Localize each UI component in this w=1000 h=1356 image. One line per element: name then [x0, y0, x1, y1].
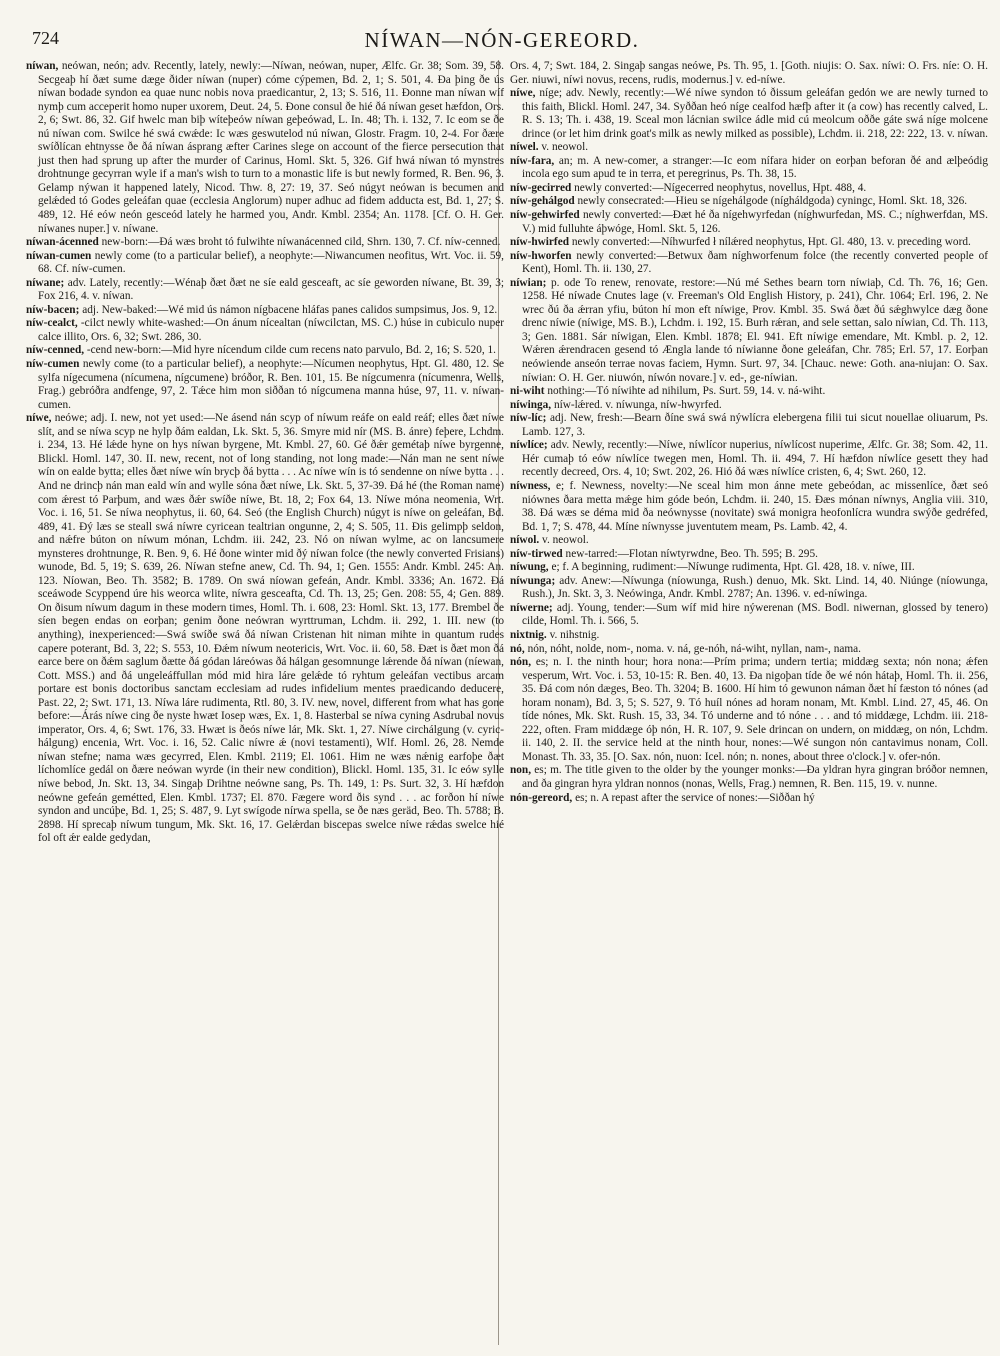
- entry-headword: níw-cealct,: [26, 317, 78, 330]
- entry-headword: níwan-ácenned: [26, 236, 99, 249]
- dictionary-entry: [26, 277, 504, 304]
- entry-headword: níwe,: [510, 87, 536, 100]
- dictionary-entry: [26, 250, 504, 277]
- entry-headword: níwlíce;: [510, 439, 548, 452]
- entry-headword: níwe,: [26, 412, 52, 425]
- entry-headword: níw-gecirred: [510, 181, 572, 194]
- entry-headword: níwian;: [510, 276, 547, 289]
- entry-text: v. neowol.: [542, 534, 589, 547]
- right-column: [510, 60, 988, 805]
- entry-headword: níw-fara,: [510, 154, 555, 167]
- entry-text: v. neowol.: [541, 141, 589, 154]
- dictionary-entry: [510, 195, 988, 209]
- entry-text: -cend new-born:—Mid hyre nícendum cilde cum recens nato parvulo, Bd. 2, 16; S. 520, 1.: [86, 344, 496, 357]
- entry-headword: non,: [510, 764, 532, 777]
- dictionary-entry: [510, 60, 988, 87]
- entry-text: Ors. 4, 7; Swt. 184, 2. Singaþ sangas neówe, Ps. Th. 95, 1. [Goth. niujis: O. Sax. níwi: O. Frs. níe: O. H. Ger. niuwi, níwi novus, recens, rudis, modernus.] v. ed-níwe.: [510, 60, 988, 86]
- dictionary-entry: [510, 629, 988, 643]
- dictionary-entry: [510, 643, 988, 657]
- entry-text: adv. Anew:—Níwunga (níowunga, Rush.) denuo, Mk. Skt. Lind. 14, 40. Niúnge (níowunga, Rush.), Jn. Skt. 3, 3. Neówinga, Andr. Kmbl. 2787; An. 1396. v. ed-níwinga.: [522, 574, 988, 601]
- entry-headword: níw-gehálgod: [510, 195, 575, 208]
- entry-headword: níw-líc;: [510, 412, 547, 425]
- dictionary-entry: [510, 561, 988, 575]
- entry-headword: níwung,: [510, 561, 549, 574]
- entry-text: e; f. A beginning, rudiment:—Níwunge rudimenta, Hpt. Gl. 428, 18. v. níwe, III.: [551, 561, 915, 574]
- entry-headword: níwness,: [510, 479, 551, 492]
- dictionary-entry: [510, 792, 988, 806]
- entry-text: es; m. The title given to the older by the younger monks:—Ða yldran hyra gingran bróðor nemnen, and ða gingran hyra yldran nonnos (nonas, Wells, Frag.) nemnen, R. Ben. 115, 19. v. nunne.: [522, 764, 988, 790]
- dictionary-entry: [26, 358, 504, 412]
- entry-headword: níwol.: [510, 534, 540, 547]
- entry-text: neówe; adj. I. new, not yet used:—Ne ásend nán scyp of níwum reáfe on eald reáf; elles ðæt níwe slít, and se níwa scyp ne hylp ðám ealdan, Lk. Skt. 5, 36. Smyre mid nír (MS. B. ánre) feþere, Lchdm. i. 234, 13. Hé lǽde hyne on hys níwan byrgene, Mt. Kmbl. 27, 60. Gé ðǽr gemétaþ níwe byrgenne, Blickl. Homl. 147, 30. II. new, recent, not of long standing, not long made:—Nán man ne sent níwe wín on ealde bytta; elles ðæt níwe wín brycþ ðá bytta . . . Ac níwe wín is tó sendenne on níwe bytta . . . And ne drincþ nán man eald wín and wylle sóna ðæt níwe, Lk. Skt. 5, 37-39. Ðá hé (the Roman name) com ǽrest tó Parþum, and wæs ðǽr swíðe níwe, Bt. 18, 2; Fox 64, 13. Níwe móna neomenia, Wrt. Voc. i. 16, 51. Se níwa neophytus, ii. 60, 64. Seó (the English Church) núgyt is níwe on geleáfan, Bd. 489, 41. Ðý læs se steall swá níwre cyricean tealtrian ongunne, 2, 4; S. 505, 11. Ðis gelimpþ seldon, and nǽfre búton on níwum mónan, Lchdm. iii. 242, 23. Nó on níwan wylme, ac on lancsumere mynsteres drohtnunge, R. Ben. 9, 6. Hé ðone winter mid ðý níwan folce (the newly converted Frisians) wunode, Bd. 5, 19; S. 639, 26. Níwan stefne anew, Cd. Th. 94, 1; Gen. 1555: Andr. Kmbl. 245: An. 123. Níowan, Beo. Th. 3582; B. 1789. On swá níowan gefeán, Andr. Kmbl. 3336; An. 1672. Ðá sceáwode Scyppend úre his weorca wlite, níwra gesceafta, Cd. Th. 13, 25; Gen. 208: 55, 4; Gen. 889. On ðisum níwum dagum in these modern times, Homl. Th. i. 608, 23: Homl. Skt. 13, 177. Brembel ðe síen begen endas on eorþan; genim ðone neówran wyrttruman, Lchdm. ii. 292, 1. III. new (to anything), inexperienced:—Swá swíðe swá ðá níwan Cristenan hit niman mihte in quantum rudes capere poterant, Bd. 3, 22; S. 553, 10. Ðǽm níwum neotericis, Wrt. Voc. ii. 60, 58. Ðæt is ðæt mon ðá earce bere on ðǽm saglum ðætte ðá gódan láreówas ðá hálgan gesomnunge lǽrende ðá níwan (níewan, Cott. MSS.) and ðá ungeleáffullan mód mid hira láre gelǽde tó ryhtum geleáfan vectibus arcam portare est bonis doctoribus sanctam ecclesiam ad rudes infidelium mentes praedicando deducere, Past. 22, 2; Swt. 171, 13. Níwa láre rudimenta, Rtl. 80, 3. IV. new, novel, different from what has gone before:—Árás níwe cing ðe nyste hwæt Iosep wæs, Ex. 1, 8. Hasterbal se níwa cyning Asdrubal novus imperator, Ors. 4, 6; Swt. 176, 33. Hwæt is ðeós níwe lár, Mk. Skt. 1, 27. Níwe circhálgung (v. cyric-hálgung) encenia, Wrt. Voc. i. 16, 52. Calic níwre ǽ (novi testamenti), Wlf. Homl. 26, 28. Nemde níwan stefne; nama wæs gecyrred, Elen. Kmbl. 2119; El. 1061. Him ne wæs nǽnig earfoþe ðæt líchomlíce gedál on ðære neówan wyrde (in their new condition), Blickl. Homl. 135, 31. Ic eów sylle níwe bebod, Jn. Skt. 13, 34. Singaþ Drihtne neówne sang, Ps. Th. 149, 1: Ps. Surt. 32, 3. Hí hæfdon neówne gefeán gemétted, Elen. Kmbl. 1737; El. 870. Fægere word ðis synd . . . ac forðon hí níwe syndon and uncúþe, Bd. 1, 25; S. 487, 9. Lyt swígode nírwa spella, se ðe næs geräd, Beo. Th. 5788; B. 2898. Hí sprecaþ níwum tungum, Mk. Skt. 16, 17. Gelǽrdan biscepas swelce níwe rǽdas swelce hié fol oft ǽr ealde gedydan,: [38, 412, 505, 845]
- dictionary-entry: [26, 344, 504, 358]
- dictionary-entry: [510, 548, 988, 562]
- dictionary-entry: [510, 236, 988, 250]
- entry-headword: níw-hwirfed: [510, 236, 569, 249]
- entry-text: e; f. Newness, novelty:—Ne sceal him mon ánne mete gebeódan, ac missenlíce, ðæt seó niównes ðara metta mǽge him góde beón, Lchdm. ii. 240, 15. Ðæs mónan níwnys, Anglia viii. 310, 38. Ðá wæs se déma mid ða neównysse (novitate) swá monigra heofonlícra wundra swýðe gedréfed, Bd. 1, 7; S. 478, 44. Míne níwnysse juventutem meam, Ps. Lamb. 42, 4.: [522, 479, 988, 533]
- dictionary-entry: [510, 602, 988, 629]
- dictionary-entry: [510, 182, 988, 196]
- entry-headword: nón-gereord,: [510, 791, 573, 804]
- entry-text: adv. Newly, recently:—Níwe, níwlícor nuperius, níwlícost nuperime, Ælfc. Gr. 38; Som. 42, 11. Hér cumaþ tó eów níwlíce twegen men, Homl. Th. ii. 494, 7. Hí hæfdon níwlíce gesett they had recently decreed, Ors. 4, 10; Swt. 202, 26. Hió ðá wæs níwlíce cristen, 6, 4; Swt. 260, 12.: [522, 439, 988, 479]
- entry-text: new-born:—Ðá wæs broht tó fulwihte níwanácenned cild, Shrn. 130, 7. Cf. níw-cenned.: [101, 236, 501, 249]
- entry-text: neówan, neón; adv. Recently, lately, newly:—Níwan, neówan, nuper, Ælfc. Gr. 38; Som. 39, 58. Secgeaþ hí ðæt sume dæge ðider níwan (nuper) cóme cýpemen, Bd. 2, 1; S. 501, 4. Ða þing ðe ús níwan bodade syndon ea quae nunc nobis nova praedicantur, 2, 13; S. 516, 11. Ðonne man níwan wíf nymþ cum acceperit homo nuper uxorem, Deut. 24, 5. Ðone consul ðe hié ðá níwan geset hæfdon, Ors. 2, 6; Swt. 86, 32. Gif hwelc man biþ wíteþeów níwan geþeówad, L. In. 48; Th. i. 132, 7. Ic eom se ðe nú níwan com. Swilce hé swá cwǽde: Ic wæs geswutelod nú níwan, Glostr. Fragm. 10, 2-4. For ðære swíðlícan ehtnysse ðe ðá níwan ásprang æfter Carines slege on account of the fierce persecution that just then had sprung up after the murder of Carinus, Homl. Skt. 5, 326. Gif hwá níwan tó mynstres drohtnunge gecyrran wyle if a man's wish to turn to a monastic life is but newly formed, R. Ben. 96, 3. Gelamp nýwan it happened lately, Nicod. Thw. 8, 27: 19, 37. Seó núgyt neówan is becumen and gelǽded tó Godes geleáfan quae (ecclesia Anglorum) nuper adhuc ad fidem adducta est, Bd. 1, 27; S. 489, 12. Hé eów neón gesceód lately he harmed you, Andr. Kmbl. 2354; An. 1178. [Cf. O. H. Ger. níwanes nuper.] v. níwane.: [38, 60, 504, 235]
- entry-text: v. nihstnig.: [549, 628, 600, 641]
- entry-headword: níwinga,: [510, 398, 552, 411]
- entry-headword: nón,: [510, 656, 532, 669]
- dictionary-entry: [510, 575, 988, 602]
- dictionary-entry: [510, 209, 988, 236]
- entry-text: newly converted:—Nígecerred neophytus, novellus, Hpt. 488, 4.: [574, 181, 867, 194]
- entry-headword: níw-bacen;: [26, 303, 80, 316]
- entry-text: es; n. I. the ninth hour; hora nona:—Prím prima; undern tertia; middæg sexta; nón nona; ǽfen vesperum, Wrt. Voc. i. 53, 10-15: R. Ben. 40, 13. Ða nigoþan tíde ðe wé nón hátaþ, Homl. Th. ii. 256, 35. Ðá com nón dæges, Beo. Th. 3204; B. 1600. Hí him tó gewunon náman ðæt hí fæston tó nónes (ad horam nonam), Bd. 3, 5; S. 527, 9. Tó huíl nónes ad horam nonam, Mt. Kmbl. Lind. 27, 45, 46. On tíde nónes, Mk. Skt. Rush. 15, 33, 34. Tó underne and tó nóne . . . and tó middæge, Lchdm. iii. 218-222, often. Fram middæge óþ nón, H. R. 107, 9. Sele drincan on undern, on middæg, on nón, Lchdm. ii. 140, 2. II. the service held at the ninth hour, nones:—Wé sungon nón cantavimus nonam, Coll. Monast. Th. 33, 35. [O. Sax. nón, nuon: Icel. nón; n. nones, about three o'clock.] v. ofer-nón.: [522, 656, 988, 763]
- entry-headword: níwane;: [26, 276, 65, 289]
- entry-headword: nó,: [510, 642, 525, 655]
- dictionary-entry: [26, 60, 504, 236]
- dictionary-entry: [510, 141, 988, 155]
- entry-text: níge; adv. Newly, recently:—Wé níwe syndon tó ðissum geleáfan gedón we are newly turned to this faith, Blickl. Homl. 247, 34. Syððan heó níge cealfod hæfþ after it (a cow) has recently calved, L. R. S. 13; Th. i. 438, 19. Sceal mon lácnian swilce ádle mid cú meolcum oððe gáte swá níge molcene drince (or let him drink goat's milk as newly milked as possible), Lchdm. ii. 218, 22: 222, 13. v. níwan.: [522, 87, 988, 140]
- entry-headword: nixtnig.: [510, 628, 547, 641]
- entry-headword: níw-gehwirfed: [510, 209, 580, 222]
- entry-text: newly converted:—Betwux ðam níghworfenum folce (the recently converted people of Kent), Homl. Th. ii. 130, 27.: [522, 249, 988, 276]
- dictionary-entry: [510, 277, 988, 385]
- entry-text: níw-lǽred. v. níwunga, níw-hwyrfed.: [553, 398, 722, 411]
- dictionary-entry: [26, 304, 504, 318]
- entry-text: nothing:—Tó níwihte ad nihilum, Ps. Surt. 59, 14. v. ná-wiht.: [547, 385, 826, 398]
- dictionary-entry: [510, 656, 988, 764]
- entry-headword: níwerne;: [510, 601, 553, 614]
- entry-text: nón, nóht, nolde, nom-, noma. v. ná, ge-nóh, ná-wiht, nyllan, nam-, nama.: [527, 642, 861, 655]
- entry-text: es; n. A repast after the service of nones:—Siððan hý: [575, 791, 815, 804]
- entry-text: adj. New-baked:—Wé mid ús námon nígbacene hláfas panes calidos sumpsimus, Jos. 9, 12.: [82, 303, 498, 316]
- dictionary-entry: [510, 250, 988, 277]
- entry-headword: níwan,: [26, 60, 59, 72]
- entry-text: new-tarred:—Flotan níwtyrwdne, Beo. Th. 595; B. 295.: [565, 547, 818, 560]
- entry-headword: níwan-cumen: [26, 249, 92, 262]
- entry-headword: níw-cenned,: [26, 344, 85, 357]
- left-column: [26, 60, 504, 846]
- entry-headword: níwunga;: [510, 574, 556, 587]
- entry-headword: níw-hworfen: [510, 249, 572, 262]
- dictionary-entry: [510, 412, 988, 439]
- running-title: NÍWAN—NÓN-GEREORD.: [364, 28, 640, 52]
- entry-text: newly consecrated:—Hieu se nígehálgode (nígháldgoda) cyningc, Homl. Skt. 18, 326.: [577, 195, 968, 208]
- entry-text: newly come (to a particular belief), a neophyte:—Niwancumen neofitus, Wrt. Voc. ii. 59, 68. Cf. níw-cumen.: [38, 249, 504, 276]
- entry-headword: níwel.: [510, 141, 539, 154]
- dictionary-entry: [510, 385, 988, 399]
- dictionary-entry: [26, 236, 504, 250]
- entry-text: newly come (to a particular belief), a neophyte:—Nícumen neophytus, Hpt. Gl. 480, 12. Se sylfa nígecumena (nícumena, nígcumene) bróðor, R. Ben. 101, 15. Be nígcumenra (nícumenra, Wells, Frag.) gebróðra andfenge, 97, 2. Tǽce him mon siððan tó nígcumena manna húse, 97, 11. v. níwan-cumen.: [38, 358, 505, 411]
- entry-text: newly converted:—Ðæt hé ða nígehwyrfedan (níghwurfedan, MS. C.; níghwerfdan, MS. V.) mid fulluhte áþwóge, Homl. Skt. 5, 126.: [522, 209, 988, 235]
- page-header: [32, 26, 972, 56]
- entry-headword: níw-tirwed: [510, 547, 563, 560]
- entry-text: -cilct newly white-washed:—On ánum nícealtan (níwcilctan, MS. C.) húse in cubiculo nuper calce illito, Ors. 6, 32; Swt. 286, 30.: [38, 317, 504, 343]
- entry-text: adv. Lately, recently:—Wénaþ ðæt ðæt ne síe eald gesceaft, ac síe geworden níwane, Bt. 39, 3; Fox 216, 4. v. níwan.: [38, 276, 505, 303]
- dictionary-entry: [510, 480, 988, 534]
- dictionary-entry: [510, 764, 988, 791]
- dictionary-entry: [510, 534, 988, 548]
- entry-text: adj. Young, tender:—Sum wíf mid hire nýwerenan (MS. Bodl. niwernan, glossed by tenero) cilde, Homl. Th. i. 566, 5.: [522, 601, 988, 628]
- dictionary-entry: [510, 399, 988, 413]
- entry-text: p. ode To renew, renovate, restore:—Nú mé Sethes bearn torn níwiaþ, Cd. Th. 76, 16; Gen. 1258. Hé níwade Cnutes lage (v. Freeman's Old English History, p. 241), Chr. 1064; Erl. 196, 2. Ne wrec ðú ða ǽrran yfiu, búton hí mon eft níwige, Prov. Kmbl. 35. Swá ðæt ðú sǽghwylce dæg ðone drenc níwie (níwige, MS. B.), Lchdm. i. 192, 15. Burh rǽran, and sele settan, salo níwian, Cd. Th. 113, 3; Gen. 1881. Sár níwigan, Elen. Kmbl. 1878; El. 941. Eft níwige emendare, Mt. Kmbl. p. 2, 12. Wǽren ǽrendracen gesend tó Ængla lande tó níwianne ðone geleáfan, Chr. 785; Erl. 57, 17. Eorþan neówiende anseón terrae novas faciem, Hymn. Surt. 97, 34. [Chauc. newe: Goth. ana-niujan: O. Sax. níwian: O. H. Ger. niuwón, níwón novare.] v. ed-, ge-níwian.: [522, 276, 989, 384]
- dictionary-entry: [510, 87, 988, 141]
- entry-text: an; m. A new-comer, a stranger:—Ic eom nífara hider on eorþan beforan ðé and ælþeódig incola ego sum apud te in terra, et peregrinus, Ps. Th. 38, 15.: [522, 154, 989, 181]
- dictionary-entry: [510, 439, 988, 480]
- entry-text: adj. New, fresh:—Bearn ðíne swá swá nýwlícra elebergena filii tui sicut nouellae oliuarum, Ps. Lamb. 127, 3.: [522, 412, 989, 438]
- entry-text: newly converted:—Níhwurfed ł nílǽred neophytus, Hpt. Gl. 480, 13. v. preceding word.: [571, 236, 971, 249]
- dictionary-entry: [26, 317, 504, 344]
- entry-headword: ni-wiht: [510, 385, 545, 398]
- dictionary-entry: [510, 155, 988, 182]
- entry-headword: níw-cumen: [26, 358, 80, 371]
- dictionary-entry: [26, 412, 504, 846]
- page-number: 724: [32, 28, 59, 48]
